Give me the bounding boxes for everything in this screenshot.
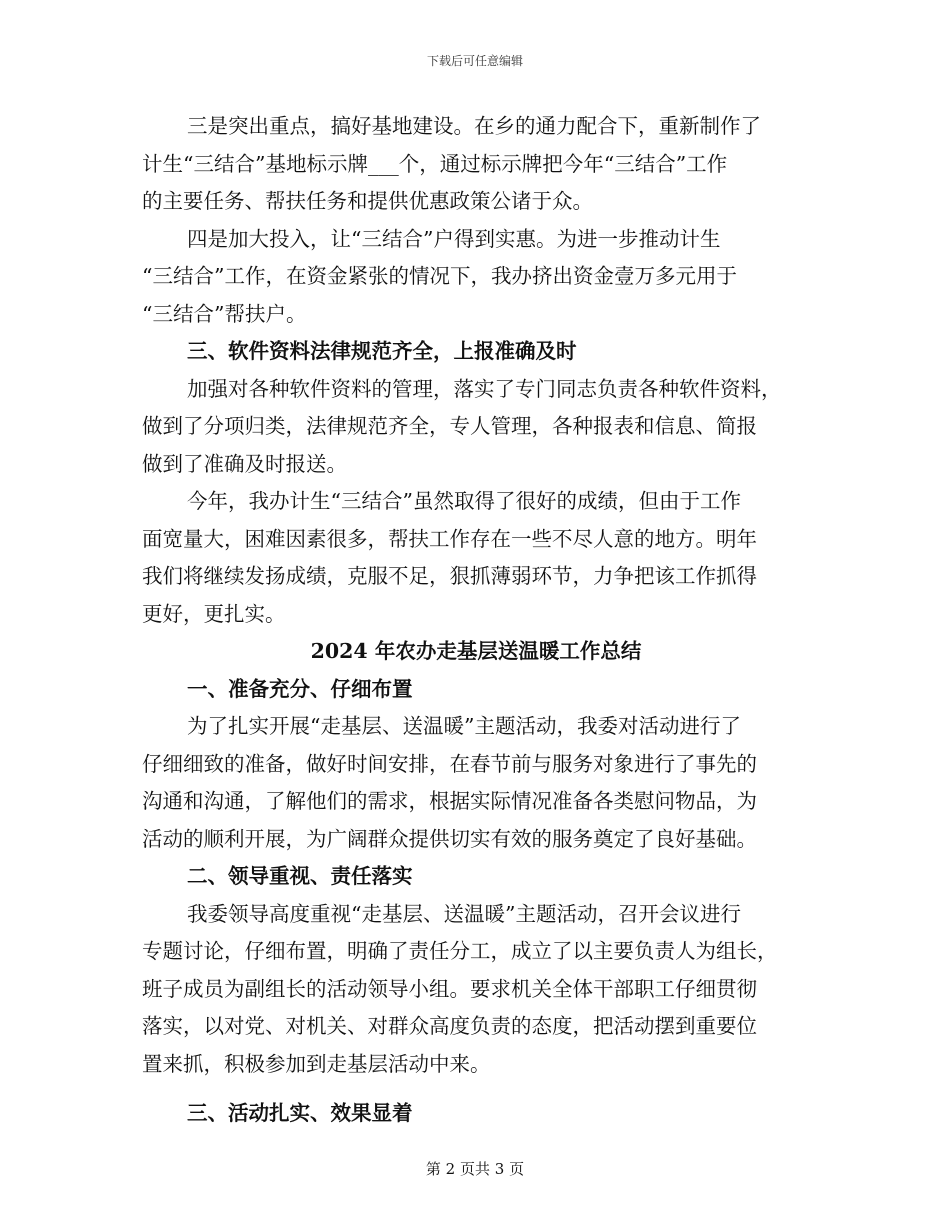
paragraph-line: 沟通和沟通，了解他们的需求，根据实际情况准备各类慰问物品，为 [142, 789, 757, 813]
section-heading: 三、活动扎实、效果显着 [187, 1101, 413, 1125]
paragraph-line: 仔细细致的准备，做好时间安排，在春节前与服务对象进行了事先的 [142, 751, 757, 776]
document-body [142, 108, 810, 1133]
section-heading: 二、领导重视、责任落实 [187, 864, 413, 888]
section-heading: 三、软件资料法律规范齐全，上报准确及时 [187, 339, 577, 363]
paragraph-line: 做到了分项归类，法律规范齐全，专人管理，各种报表和信息、简报 [142, 414, 757, 438]
paragraph-line: 我们将继续发扬成绩，克服不足，狠抓薄弱环节，力争把该工作抓得 [142, 564, 757, 588]
paragraph-line: 的主要任务、帮扶任务和提供优惠政策公诸于众。 [142, 189, 593, 213]
paragraph-line: 置来抓，积极参加到走基层活动中来。 [142, 1051, 491, 1076]
paragraph-line: 四是加大投入，让“三结合”户得到实惠。为进一步推动计生 [187, 226, 721, 251]
section-heading: 一、准备充分、仔细布置 [187, 676, 413, 701]
paragraph-line: 落实，以对党、对机关、对群众高度负责的态度，把活动摆到重要位 [142, 1014, 757, 1038]
paragraph-line: 专题讨论，仔细布置，明确了责任分工，成立了以主要负责人为组长， [142, 939, 778, 963]
page-footer: 第 2 页共 3 页 [425, 1160, 525, 1178]
paragraph-line: 做到了准确及时报送。 [142, 451, 347, 476]
paragraph-line: “三结合”帮扶户。 [142, 301, 307, 326]
paragraph-line: 我委领导高度重视“走基层、送温暖”主题活动，召开会议进行 [187, 901, 741, 926]
paragraph-line: 加强对各种软件资料的管理，落实了专门同志负责各种软件资料， [187, 376, 782, 401]
paragraph-line: “三结合”工作，在资金紧张的情况下，我办挤出资金壹万多元用于 [142, 264, 737, 288]
paragraph-line: 三是突出重点，搞好基地建设。在乡的通力配合下，重新制作了 [187, 114, 761, 138]
paragraph-line: 活动的顺利开展，为广阔群众提供切实有效的服务奠定了良好基础。 [142, 826, 757, 851]
page-header: 下载后可任意编辑 [426, 54, 523, 68]
paragraph-line: 面宽量大，困难因素很多，帮扶工作存在一些不尽人意的地方。明年 [142, 526, 757, 551]
document-title: 2024 年农办走基层送温暖工作总结 [310, 639, 642, 663]
paragraph-line: 为了扎实开展“走基层、送温暖”主题活动，我委对活动进行了 [187, 714, 741, 738]
paragraph-line: 班子成员为副组长的活动领导小组。要求机关全体干部职工仔细贯彻 [142, 976, 757, 1001]
paragraph-line: 计生“三结合”基地标示牌___个，通过标示牌把今年“三结合”工作 [142, 151, 728, 176]
paragraph-line: 今年，我办计生“三结合”虽然取得了很好的成绩，但由于工作 [187, 489, 741, 513]
spacer [142, 1083, 810, 1095]
paragraph-line: 更好，更扎实。 [142, 601, 286, 626]
